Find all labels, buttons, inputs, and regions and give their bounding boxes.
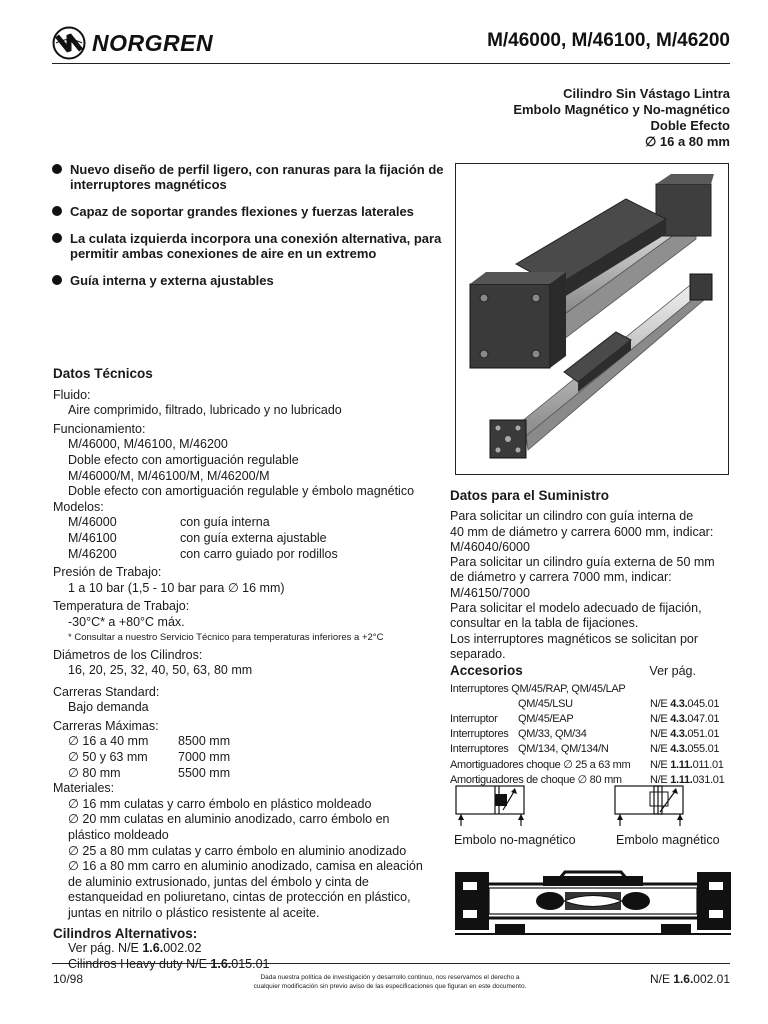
operation-line: Doble efecto con amortiguación regulable y émbolo magnético <box>68 484 415 499</box>
material-line: ∅ 25 a 80 mm culatas y carro émbolo en aluminio anodizado <box>68 843 407 858</box>
feature-item: La culata izquierda incorpora una conexión alternativa, para permitir ambas conexiones de aire en un extremo <box>52 231 452 261</box>
accessories-header <box>450 663 732 679</box>
bullet-icon <box>52 275 62 285</box>
disclaimer: Dada nuestra política de investigación y desarrollo continuo, nos reservamos el derecho a cualquier modificación sin previo aviso de las especificaciones que figuran en este documento. <box>253 974 527 990</box>
product-subtitle <box>513 86 730 150</box>
pressure-label: Presión de Trabajo: <box>53 565 162 580</box>
bullet-icon <box>52 164 62 174</box>
ordering-line: consultar en la tabla de fijaciones. <box>450 616 639 631</box>
model-row: M/46200 con carro guiado por rodillos <box>68 546 338 561</box>
temperature-value: -30°C* a +80°C máx. <box>68 614 185 629</box>
globe-logo-icon <box>52 26 86 60</box>
temperature-note: * Consultar a nuestro Servicio Técnico para temperaturas inferiores a +2°C <box>68 631 384 643</box>
technical-heading: Datos Técnicos <box>53 366 153 381</box>
fluid-label: Fluido: <box>53 387 91 402</box>
ordering-line: 40 mm de diámetro y carrera 6000 mm, indicar: <box>450 524 714 539</box>
magnetic-piston-symbol <box>614 782 694 832</box>
table-row: Interruptor QM/45/EAP N/E 4.3.047.01 <box>450 712 720 725</box>
max-stroke-row: ∅ 50 y 63 mm 7000 mm <box>68 750 231 765</box>
header-divider <box>52 63 730 64</box>
max-stroke-row: ∅ 80 mm 5500 mm <box>68 765 231 780</box>
ordering-line: de diámetro y carrera 7000 mm, indicar: <box>450 570 672 585</box>
page-reference: N/E 1.6.002.01 <box>649 972 730 986</box>
materials-label: Materiales: <box>53 781 115 796</box>
diameters-label: Diámetros de los Cilindros: <box>53 647 203 662</box>
material-line: ∅ 20 mm culatas en aluminio anodizado, carro émbolo en plástico moldeado <box>68 812 390 843</box>
operation-line: M/46000/M, M/46100/M, M/46200/M <box>68 468 270 483</box>
see-page-label: Ver pág. <box>649 664 696 679</box>
table-row: Interruptores QM/134, QM/134/N N/E 4.3.055.01 <box>450 743 720 756</box>
feature-item: Capaz de soportar grandes flexiones y fuerzas laterales <box>52 204 452 219</box>
operation-line: Doble efecto con amortiguación regulable <box>68 452 299 467</box>
operation-line: M/46000, M/46100, M/46200 <box>68 437 228 452</box>
pressure-value: 1 a 10 bar (1,5 - 10 bar para ∅ 16 mm) <box>68 580 285 595</box>
ordering-line: M/46040/6000 <box>450 539 530 554</box>
ordering-line: Los interruptores magnéticos se solicitan por <box>450 631 699 646</box>
non-magnetic-piston-symbol <box>455 782 535 832</box>
diameters-value: 16, 20, 25, 32, 40, 50, 63, 80 mm <box>68 663 253 678</box>
model-row: M/46000 con guía interna <box>68 515 270 530</box>
bullet-icon <box>52 233 62 243</box>
subtitle-line-2: Embolo Magnético y No-magnético <box>513 102 730 117</box>
alternative-ref: Ver pág. N/E 1.6.002.02 <box>68 941 202 956</box>
ordering-line: M/46150/7000 <box>450 585 530 600</box>
subtitle-line-1: Cilindro Sin Vástago Lintra <box>563 86 730 101</box>
technical-data <box>53 366 423 972</box>
operation-label: Funcionamiento: <box>53 421 146 436</box>
temperature-label: Temperatura de Trabajo: <box>53 599 190 614</box>
page-title: M/46000, M/46100, M/46200 <box>487 30 730 51</box>
table-row: QM/45/LSU N/E 4.3.045.01 <box>518 697 720 710</box>
table-row: Amortiguadores de choque ∅ 80 mm N/E 1.11.031.01 <box>450 773 725 786</box>
accessories-table <box>450 682 732 788</box>
ordering-line: Para solicitar el modelo adecuado de fijación, <box>450 601 702 616</box>
feature-list <box>52 162 452 300</box>
alternative-cylinders-heading: Cilindros Alternativos: <box>53 925 198 941</box>
bullet-icon <box>52 206 62 216</box>
subtitle-line-3: Doble Efecto <box>650 118 730 133</box>
ordering-data <box>450 488 732 788</box>
alternative-ref: Cilindros Heavy duty N/E 1.6.015.01 <box>68 956 270 971</box>
models-label: Modelos: <box>53 499 104 514</box>
ordering-line: Para solicitar un cilindro guía externa de 50 mm <box>450 555 715 570</box>
magnetic-label: Embolo magnético <box>616 833 720 847</box>
model-row: M/46100 con guía externa ajustable <box>68 530 327 545</box>
material-line: ∅ 16 mm culatas y carro émbolo en plástico moldeado <box>68 796 372 811</box>
fluid-value: Aire comprimido, filtrado, lubricado y no lubricado <box>68 403 342 418</box>
non-magnetic-label: Embolo no-magnético <box>454 833 576 847</box>
standard-strokes-value: Bajo demanda <box>68 700 149 715</box>
rodless-cylinder-illustration <box>456 164 728 474</box>
subtitle-line-4: ∅ 16 a 80 mm <box>644 134 730 149</box>
norgren-logo <box>52 26 213 60</box>
table-row: Interruptores QM/33, QM/34 N/E 4.3.051.01 <box>450 728 720 741</box>
material-line: ∅ 16 a 80 mm carro en aluminio anodizado, camisa en aleación de aluminio extrusionado, juntas del émbolo y cinta de estanqueidad en poliuretano, cintas de protección en plástico, juntas en nitrilo o plástico resistente al aceite. <box>68 859 423 920</box>
footer-divider <box>52 963 730 964</box>
max-stroke-row: ∅ 16 a 40 mm 8500 mm <box>68 734 231 749</box>
accessories-heading: Accesorios <box>450 663 523 679</box>
cylinder-cross-section <box>455 862 731 938</box>
ordering-heading: Datos para el Suministro <box>450 488 610 503</box>
standard-strokes-label: Carreras Standard: <box>53 684 160 699</box>
product-photo <box>455 163 729 475</box>
ordering-line: Para solicitar un cilindro con guía interna de <box>450 509 694 524</box>
table-row: Amortiguadores choque ∅ 25 a 63 mm N/E 1.11.011.01 <box>450 758 724 771</box>
ordering-line: separado. <box>450 646 506 661</box>
max-strokes-label: Carreras Máximas: <box>53 718 159 733</box>
feature-item: Nuevo diseño de perfil ligero, con ranuras para la fijación de interruptores magnéticos <box>52 162 452 192</box>
table-row: Interruptores QM/45/RAP, QM/45/LAP <box>450 682 626 695</box>
brand-name: NORGREN <box>92 29 214 56</box>
issue-date: 10/98 <box>53 972 84 986</box>
feature-item: Guía interna y externa ajustables <box>52 273 452 288</box>
